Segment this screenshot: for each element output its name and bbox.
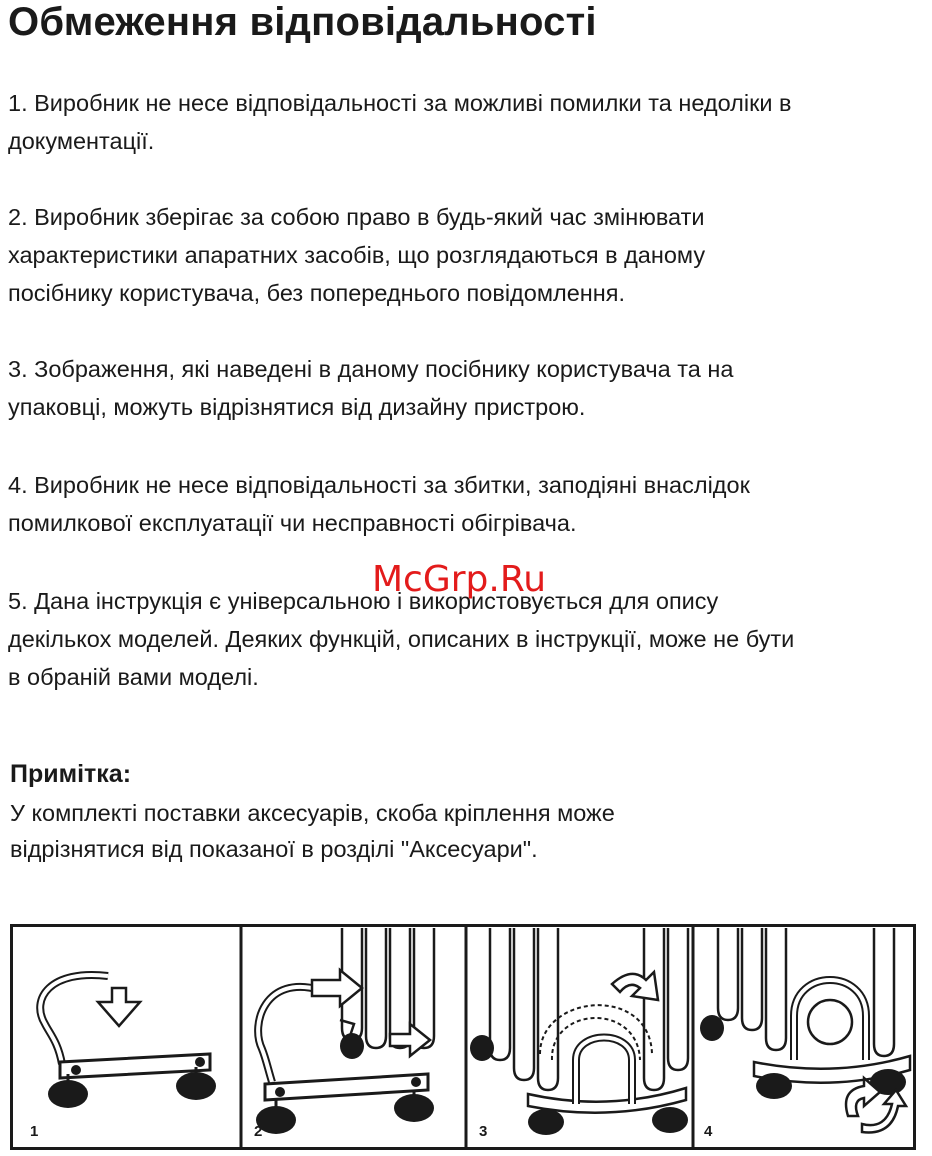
panel-4 [700, 928, 910, 1132]
panel-1 [40, 975, 216, 1108]
disclaimer-item-2: 2. Виробник зберігає за собою право в будь-який час змінювати характеристики апаратних засобів, що розглядаються в даному посібнику користувача, без попереднього повідомлення. [8, 204, 706, 306]
arrow-down-icon [98, 988, 140, 1026]
disclaimer-item-1: 1. Виробник не несе відповідальності за можливі помилки та недоліки в документації. [8, 90, 792, 154]
watermark: McGrp.Ru [372, 559, 547, 600]
panel-number: 2 [254, 1123, 263, 1140]
figure-frame [12, 926, 915, 1149]
panel-number: 4 [704, 1123, 713, 1140]
panel-number: 1 [30, 1123, 39, 1140]
arrow-right-icon [390, 1024, 430, 1056]
disclaimer-item-3: 3. Зображення, які наведені в даному посібнику користувача та на упаковці, можуть відрізнятися від дизайну пристрою. [8, 356, 734, 420]
rotate-arrow-icon [612, 972, 658, 1000]
disclaimer-item-5: 5. Дана інструкція є універсальною і використовується для опису декількох моделей. Деяких функцій, описаних в інструкції, може не бути в обраній вами моделі. [8, 588, 795, 690]
note-title: Примітка: [10, 760, 132, 788]
bracket-installation-figure [10, 924, 916, 1150]
panel-2 [256, 928, 434, 1134]
arrow-right-icon [312, 970, 362, 1006]
panel-3 [470, 928, 688, 1135]
panel-number: 3 [479, 1123, 488, 1140]
page-title: Обмеження відповідальності [8, 0, 597, 44]
disclaimer-item-4: 4. Виробник не несе відповідальності за збитки, заподіяні внаслідок помилкової експлуатації чи несправності обігрівача. [8, 472, 750, 536]
note-text: У комплекті поставки аксесуарів, скоба кріплення може відрізнятися від показаної в розділі "Аксесуари". [10, 800, 615, 862]
